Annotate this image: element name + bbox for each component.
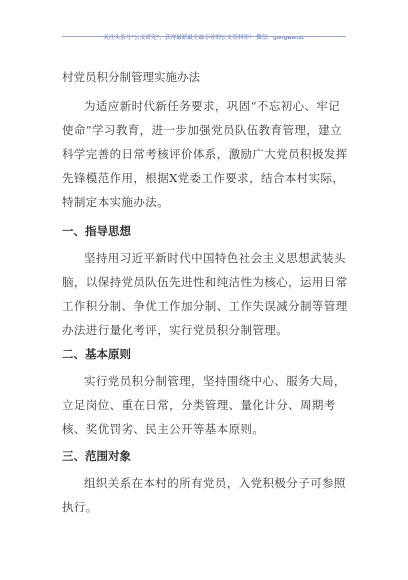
section-body-scope: 组织关系在本村的所有党员，入党积极分子可参照执行。 [62,476,346,514]
document-title: 村党员积分制管理实施办法 [62,70,200,84]
header-divider [62,36,346,37]
section-heading-basic-principles: 二、基本原则 [62,347,131,361]
header-banner [0,24,408,43]
section-body-guiding-ideology: 坚持用习近平新时代中国特色社会主义思想武装头脑，以保持党员队伍先进性和纯洁性为核心，运用日常工作积分制、争优工作加分制、工作失误减分制等管理办法进行量化考评，实行党员积分制管理。 [62,251,348,337]
section-body-basic-principles: 实行党员积分制管理，坚持围绕中心、服务大局，立足岗位、重在日常，分类管理、量化计分、周期考核、奖优罚劣、民主公开等基本原则。 [62,374,346,436]
section-heading-scope: 三、范围对象 [62,449,131,463]
intro-paragraph: 为适应新时代新任务要求，巩固“不忘初心、牢记使命”学习教育，进一步加强党员队伍教育管理，建立科学完善的日常考核评价体系，激励广大党员积极发挥先锋模范作用，根据X党委工作要求，结合本村实际，特制定本实施办法。 [62,99,348,209]
section-heading-guiding-ideology: 一、指导思想 [62,224,131,238]
banner-text: 关注头条号“公文研究”，获得最新最全最专业的公文资料库！ 微信：gongwenzc [103,35,305,41]
